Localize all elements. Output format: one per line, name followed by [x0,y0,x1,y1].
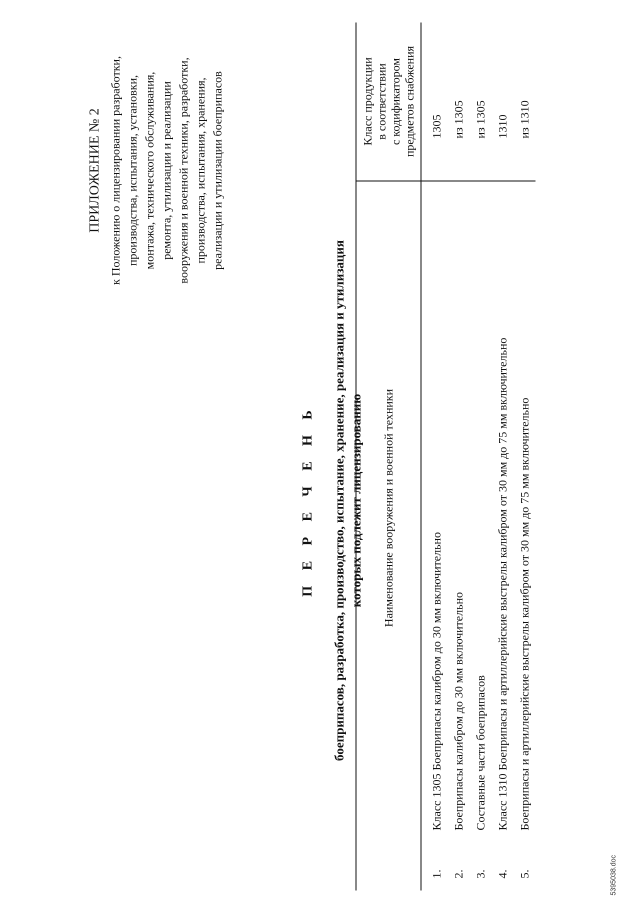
appendix-line: реализации и утилизации боеприпасов [210,70,224,270]
row-class: 1305 [421,22,448,181]
list-subtitle-line2: которых подлежит лицензированию [348,393,363,607]
table-row [491,22,513,890]
file-name-footer: 5395038.doc [610,854,617,895]
row-class: из 1310 [513,22,535,181]
row-name: Составные части боеприпасов [473,674,487,830]
table-row [469,22,491,890]
header-class-line: Класс продукции [360,56,374,146]
ammunition-table [355,22,535,890]
header-number-cell [356,836,421,890]
row-class: из 1305 [447,22,469,181]
header-class-line: в соответствии [374,62,388,140]
row-number: 4. [495,869,509,878]
list-heading [300,185,364,815]
table-row [421,22,448,890]
appendix-line: ремонта, утилизации и реализации [159,80,173,260]
row-class: из 1305 [469,22,491,181]
table-row [513,22,535,890]
row-name: Боеприпасы калибром до 30 мм включительно [451,591,465,830]
table-header-row [356,22,421,890]
list-title: П Е Р Е Ч Е Н Ь [300,403,315,597]
appendix-line: производства, испытания, установки, [125,74,139,266]
table-row [447,22,469,890]
appendix-line: к Положению о лицензировании разработки, [108,55,122,285]
row-name: Класс 1310 Боеприпасы и артиллерийские выстрелы калибром от 30 мм до 75 мм включительно [495,337,509,830]
appendix-line: вооружения и военной техники, разработки, [176,56,190,284]
appendix-line: монтажа, технического обслуживания, [142,71,156,269]
appendix-line: производства, испытания, хранения, [193,76,207,264]
row-name: Боеприпасы и артиллерийские выстрелы калибром от 30 мм до 75 мм включительно [517,397,531,830]
header-class-line: с кодификатором [388,57,402,145]
row-number: 2. [451,869,465,878]
appendix-block [85,0,226,340]
header-class-line: предметов снабжения [402,45,416,157]
header-name-cell: Наименование вооружения и военной техники [380,388,395,627]
list-subtitle-line1: боеприпасов, разработка, производство, испытание, хранение, реализация и утилизация [331,239,346,761]
row-name: Класс 1305 Боеприпасы калибром до 30 мм включительно [429,531,443,830]
appendix-title: ПРИЛОЖЕНИЕ № 2 [87,107,102,233]
row-class: 1310 [491,22,513,181]
row-number: 3. [473,869,487,878]
header-class-cell [356,22,421,181]
row-number: 1. [429,869,443,878]
row-number: 5. [517,869,531,878]
